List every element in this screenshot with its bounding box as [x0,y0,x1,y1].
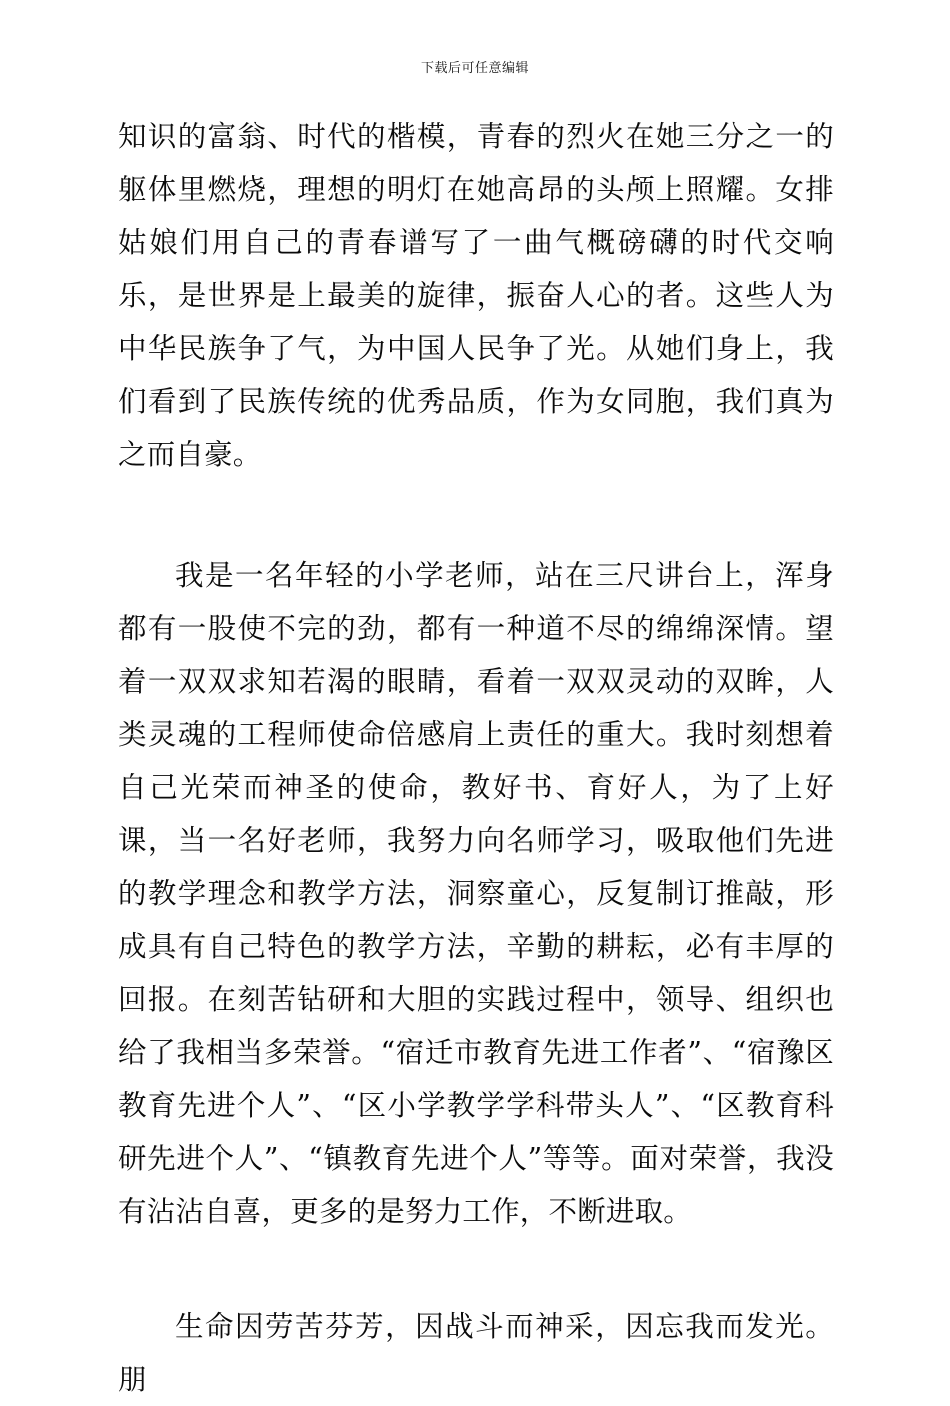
paragraph-spacer [118,1238,834,1300]
paragraph-spacer [118,481,834,549]
paragraph: 生命因劳苦芬芳，因战斗而神采，因忘我而发光。朋 [118,1310,834,1396]
paragraph: 我是一名年轻的小学老师，站在三尺讲台上，浑身都有一股使不完的劲，都有一种道不尽的绵绵深情。望着一双双求知若渴的眼睛，看着一双双灵动的双眸，人类灵魂的工程师使命倍感肩上责任的重大。我时刻想着自己光荣而神圣的使命，教好书、育好人，为了上好课，当一名好老师，我努力向名师学习，吸取他们先进的教学理念和教学方法，洞察童心，反复制订推敲，形成具有自己特色的教学方法，辛勤的耕耘，必有丰厚的回报。在刻苦钻研和大胆的实践过程中，领导、组织也给了我相当多荣誉。“宿迁市教育先进工作者”、“宿豫区教育先进个人”、“区小学教学学科带头人”、“区教育科研先进个人”、“镇教育先进个人”等等。面对荣誉，我没有沾沾自喜，更多的是努力工作，不断进取。 [118,559,834,1228]
document-body [118,110,834,1406]
paragraph: 知识的富翁、时代的楷模，青春的烈火在她三分之一的躯体里燃烧，理想的明灯在她高昂的头颅上照耀。女排姑娘们用自己的青春谱写了一曲气概磅礴的时代交响乐，是世界是上最美的旋律，振奋人心的者。这些人为中华民族争了气，为中国人民争了光。从她们身上，我们看到了民族传统的优秀品质，作为女同胞，我们真为之而自豪。 [118,120,834,471]
page-header-note: 下载后可任意编辑 [420,61,529,76]
